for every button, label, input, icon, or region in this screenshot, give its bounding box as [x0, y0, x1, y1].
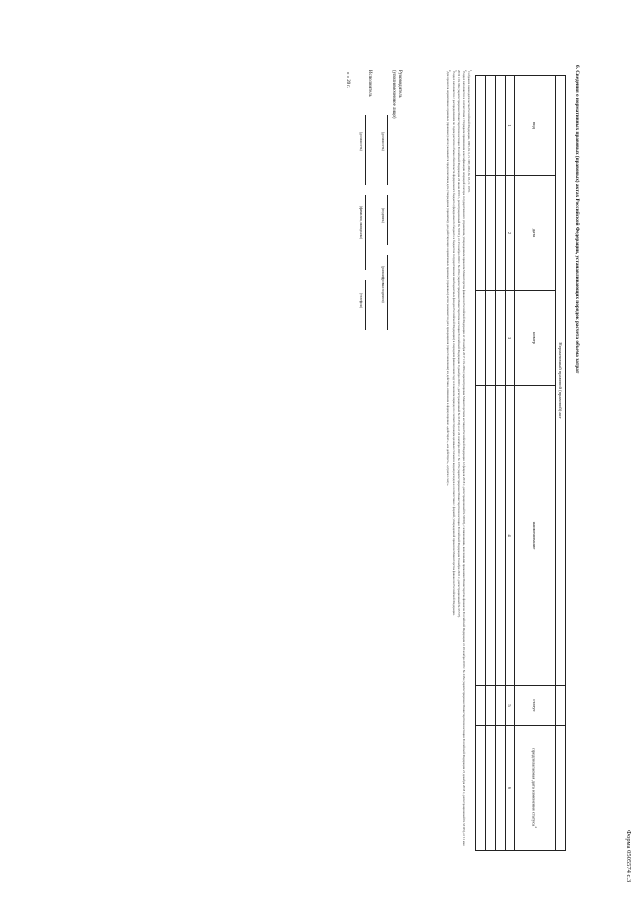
- table-cell[interactable]: [496, 726, 506, 851]
- table-cell[interactable]: [476, 291, 486, 386]
- col-header-date: дата: [515, 176, 556, 291]
- col-number: 5: [506, 686, 515, 726]
- table-cell[interactable]: [486, 291, 496, 386]
- executor-name-label: (фамилия, инициалы): [359, 206, 363, 240]
- table-cell[interactable]: [486, 726, 496, 851]
- col-header-number: номер: [515, 291, 556, 386]
- col-header-type: вид: [515, 76, 556, 176]
- head-title: Руководитель: [397, 70, 402, 98]
- col-header-status-change-date: [515, 726, 556, 851]
- table-row: [496, 76, 506, 851]
- table-cell[interactable]: [486, 686, 496, 726]
- footnote-mark: 4: [534, 826, 539, 828]
- table-cell[interactable]: [476, 686, 486, 726]
- table-cell[interactable]: [476, 76, 486, 176]
- executor-phone-label: (телефон): [359, 293, 363, 309]
- footnote-text: Собрание законодательства Российской Федерации, 1995, № 3, ст. 198; 2002, № 18, ст. 1679.: [466, 71, 471, 193]
- col-header-name: наименование: [515, 386, 556, 686]
- footnote-item: [467, 70, 472, 850]
- footnote-text: Для проектов нормативных правовых (правовых) актов указывается предполагаемая дата утверждения (принятия); для действующих нормативных правовых (правовых) актов указывается дата прекращения (приостановления) их действия, изменения в формулировки: «действует», «не действует», «утратил силу».: [446, 71, 451, 487]
- executor-position-line[interactable]: [365, 115, 366, 185]
- status-change-date-label: предполагаемая дата изменения статуса: [531, 748, 537, 827]
- head-signature-line[interactable]: [387, 195, 388, 245]
- table-cell[interactable]: [476, 386, 486, 686]
- head-decoding-label: (расшифровка подписи): [381, 266, 385, 303]
- form-code: Форма 0505574 с.3: [625, 830, 632, 883]
- table-cell[interactable]: [486, 76, 496, 176]
- head-position-label: (должность): [381, 132, 385, 151]
- table-cell[interactable]: [486, 386, 496, 686]
- table-row: [486, 76, 496, 851]
- footnote-mark: 3: [453, 70, 457, 72]
- group-header-spacer: [556, 686, 566, 726]
- footnote-text: Раздел заполняется с распределением по годам расчетов объема обязательств федерального бюджета (федерального бюджета и бюджетов государственных внебюджетных фондов Российской Федерации) в очередном финансовом году и плановом периоде по соответствующим целевым статьям и видам расходов в соответствии с формой, утвержденной приказом Министерства финансов Российской Федерации.: [451, 71, 456, 616]
- table-cell[interactable]: [486, 176, 496, 291]
- footnote-mark: 2: [463, 70, 467, 72]
- table-cell[interactable]: [496, 386, 506, 686]
- col-header-status: статус: [515, 686, 556, 726]
- col-number: 3: [506, 291, 515, 386]
- section-title: 6. Сведения о нормативных правовых (правовых) актах Российской Федерации, устанавливающих порядок расчета объема затрат: [574, 65, 580, 374]
- table-cell[interactable]: [496, 291, 506, 386]
- footnotes: [446, 70, 472, 850]
- table-cell[interactable]: [496, 176, 506, 291]
- normative-acts-table: [475, 75, 566, 851]
- table-cell[interactable]: [476, 726, 486, 851]
- table-cell[interactable]: [496, 76, 506, 176]
- head-position-line[interactable]: [387, 115, 388, 185]
- col-number: 1: [506, 76, 515, 176]
- head-signature-label: (подпись): [381, 208, 385, 223]
- footnote-mark: 4: [448, 70, 452, 72]
- signature-date: « » 20 г.: [345, 72, 350, 88]
- head-decoding-line[interactable]: [387, 255, 388, 330]
- table-cell[interactable]: [476, 176, 486, 291]
- footnote-item: [446, 70, 451, 850]
- executor-title: Исполнитель: [367, 70, 372, 97]
- footnote-text: Раздел заполняется в соответствии с Порядком применения классификации операций сектора государственного управления, утвержденным приказом Министерства финансов Российской Федерации от 29 ноября 2017 г. № 209н (зарегистрирован Министерством юстиции Российской Федерации 12 февраля 2018 г., регистрационный № 50003), с изменениями, внесенными приказами Министерства финансов Российской Федерации от 29 ноября 2018 г. № 245н (зарегистрирован Министерством юстиции Российской Федерации 21 декабря 2018 г., регистрационный № 53105), от 11 мая 2019 г. № 69н (зарегистрирован Министерством юстиции Российской Федерации 24 июня 2019 г., регистрационный № 55011), от 25 ноября 2020 г. № 281н (зарегистрирован Министерством юстиции Российской Федерации 9 декабря 2020 г., регистрационный № 61356) и от 24 сентября 2021 г. № 137н (зарегистрирован Министерством юстиции Российской Федерации 8 ноября 2021 г., регистрационный № 65737).: [457, 70, 466, 846]
- executor-name-line[interactable]: [365, 195, 366, 270]
- footnote-item: [457, 70, 467, 850]
- footnote-item: [451, 70, 456, 850]
- group-header: Нормативный правовой (правовой) акт: [556, 76, 566, 686]
- executor-position-label: (должность): [359, 132, 363, 151]
- head-subtitle: (уполномоченное лицо): [391, 70, 396, 119]
- col-number: 2: [506, 176, 515, 291]
- group-header-spacer: [556, 726, 566, 851]
- executor-phone-line[interactable]: [365, 280, 366, 330]
- col-number: 4: [506, 386, 515, 686]
- col-number: 6: [506, 726, 515, 851]
- table-row: [476, 76, 486, 851]
- table-cell[interactable]: [496, 686, 506, 726]
- footnote-mark: 1: [469, 70, 472, 72]
